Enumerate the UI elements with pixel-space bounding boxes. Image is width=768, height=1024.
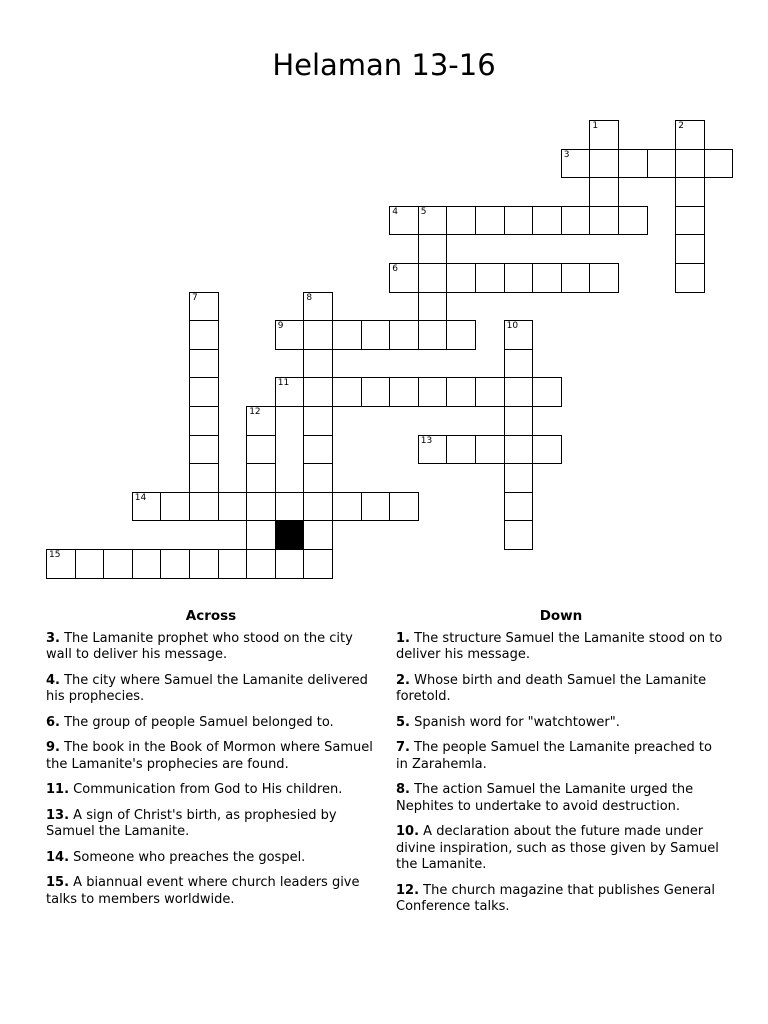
grid-cell[interactable] bbox=[418, 435, 448, 465]
grid-cell[interactable] bbox=[275, 320, 305, 350]
grid-cell[interactable] bbox=[303, 463, 333, 493]
grid-cell[interactable] bbox=[589, 206, 619, 236]
grid-cell[interactable] bbox=[418, 206, 448, 236]
clue-text: A declaration about the future made under divine inspiration, such as those given by Samuel the Lamanite. bbox=[396, 824, 719, 872]
grid-cell[interactable] bbox=[475, 263, 505, 293]
clue-number: 14. bbox=[46, 849, 70, 865]
grid-cell[interactable] bbox=[246, 463, 276, 493]
grid-cell[interactable] bbox=[446, 206, 476, 236]
clue-number: 4. bbox=[46, 672, 60, 688]
grid-cell[interactable] bbox=[218, 549, 248, 579]
grid-cell[interactable] bbox=[332, 377, 362, 407]
grid-cell[interactable] bbox=[160, 492, 190, 522]
clue-text: Someone who preaches the gospel. bbox=[69, 849, 306, 865]
grid-cell[interactable] bbox=[303, 549, 333, 579]
clue-number: 11. bbox=[46, 782, 70, 797]
clue-text: Spanish word for "watchtower". bbox=[409, 714, 620, 730]
grid-cell[interactable] bbox=[303, 349, 333, 379]
grid-cell[interactable] bbox=[275, 377, 305, 407]
clue-text: The book in the Book of Mormon where Samuel the Lamanite's prophecies are found. bbox=[46, 740, 373, 772]
grid-cell[interactable] bbox=[332, 492, 362, 522]
grid-cell[interactable] bbox=[561, 206, 591, 236]
grid-cell[interactable] bbox=[189, 549, 219, 579]
grid-cell[interactable] bbox=[589, 120, 619, 150]
down-clue bbox=[396, 824, 726, 874]
clue-number: 9. bbox=[46, 740, 60, 755]
clue-number: 1 bbox=[592, 121, 599, 131]
grid-cell[interactable] bbox=[647, 149, 677, 179]
clue-number: 5. bbox=[396, 714, 410, 730]
grid-cell[interactable] bbox=[418, 377, 448, 407]
across-clue bbox=[46, 808, 376, 841]
grid-cell[interactable] bbox=[675, 120, 705, 150]
grid-cell[interactable] bbox=[246, 435, 276, 465]
grid-cell[interactable] bbox=[446, 377, 476, 407]
grid-cell[interactable] bbox=[160, 549, 190, 579]
clue-number: 7. bbox=[396, 740, 410, 755]
clue-number: 8. bbox=[396, 782, 410, 797]
grid-cell[interactable] bbox=[103, 549, 133, 579]
clue-number: 2 bbox=[678, 121, 684, 131]
grid-cell[interactable] bbox=[389, 492, 419, 522]
clue-number: 7 bbox=[192, 292, 198, 303]
grid-cell[interactable] bbox=[303, 520, 333, 550]
clue-number: 6 bbox=[392, 264, 398, 274]
grid-cell[interactable] bbox=[446, 435, 476, 465]
clue-number: 10 bbox=[506, 321, 519, 332]
grid-cell[interactable] bbox=[75, 549, 105, 579]
grid-cell[interactable] bbox=[132, 492, 162, 522]
down-clue bbox=[396, 782, 726, 815]
grid-cell[interactable] bbox=[189, 320, 219, 350]
grid-cell[interactable] bbox=[361, 320, 391, 350]
grid-cell[interactable] bbox=[475, 435, 505, 465]
across-clues bbox=[46, 608, 376, 917]
clue-number: 10. bbox=[396, 824, 420, 839]
grid-cell[interactable] bbox=[504, 320, 534, 350]
across-clue bbox=[46, 850, 376, 867]
grid-cell[interactable] bbox=[218, 492, 248, 522]
grid-cell[interactable] bbox=[504, 206, 534, 236]
clue-text: Whose birth and death Samuel the Lamanite foretold. bbox=[396, 672, 707, 704]
down-clue bbox=[396, 740, 726, 773]
clue-number: 5 bbox=[420, 206, 427, 217]
clue-text: The Lamanite prophet who stood on the city wall to deliver his message. bbox=[46, 630, 353, 662]
across-clue bbox=[46, 715, 376, 732]
grid-cell[interactable] bbox=[561, 263, 591, 293]
grid-cell[interactable] bbox=[189, 492, 219, 522]
grid-cell[interactable] bbox=[389, 377, 419, 407]
grid-cell[interactable] bbox=[189, 463, 219, 493]
grid-cell[interactable] bbox=[475, 377, 505, 407]
clue-text: A sign of Christ's birth, as prophesied by Samuel the Lamanite. bbox=[46, 807, 337, 839]
clue-number: 2. bbox=[396, 672, 410, 688]
grid-cell[interactable] bbox=[532, 263, 562, 293]
page-title: Helaman 13-16 bbox=[272, 48, 496, 82]
clue-number: 13. bbox=[46, 807, 70, 823]
grid-cell[interactable] bbox=[189, 406, 219, 436]
grid-cell[interactable] bbox=[275, 492, 305, 522]
grid-cell[interactable] bbox=[189, 377, 219, 407]
across-clue bbox=[46, 875, 376, 908]
grid-cell[interactable] bbox=[418, 292, 448, 322]
grid-cell[interactable] bbox=[504, 435, 534, 465]
grid-cell[interactable] bbox=[389, 206, 419, 236]
grid-cell[interactable] bbox=[675, 177, 705, 207]
clue-text: Communication from God to His children. bbox=[69, 782, 343, 797]
clue-number: 14 bbox=[134, 492, 147, 503]
grid-cell[interactable] bbox=[361, 492, 391, 522]
grid-cell[interactable] bbox=[504, 377, 534, 407]
down-heading: Down bbox=[539, 608, 583, 624]
down-clues bbox=[396, 608, 726, 925]
grid-cell[interactable] bbox=[504, 406, 534, 436]
clue-number: 3. bbox=[46, 630, 60, 646]
across-heading: Across bbox=[185, 608, 237, 624]
clue-number: 9 bbox=[277, 321, 284, 332]
clue-number: 3 bbox=[563, 149, 570, 160]
grid-cell[interactable] bbox=[532, 377, 562, 407]
grid-cell[interactable] bbox=[246, 549, 276, 579]
grid-cell[interactable] bbox=[618, 206, 648, 236]
grid-cell[interactable] bbox=[246, 492, 276, 522]
clue-text: The church magazine that publishes General Conference talks. bbox=[396, 882, 715, 914]
grid-cell[interactable] bbox=[189, 292, 219, 322]
grid-cell[interactable] bbox=[303, 492, 333, 522]
grid-cell[interactable] bbox=[389, 320, 419, 350]
grid-cell[interactable] bbox=[303, 292, 333, 322]
grid-cell[interactable] bbox=[246, 406, 276, 436]
clue-number: 13 bbox=[420, 435, 433, 446]
down-clue bbox=[396, 883, 726, 916]
grid-cell[interactable] bbox=[675, 234, 705, 264]
grid-cell[interactable] bbox=[46, 549, 76, 579]
grid-cell[interactable] bbox=[132, 549, 162, 579]
grid-cell[interactable] bbox=[418, 263, 448, 293]
grid-cell[interactable] bbox=[446, 263, 476, 293]
grid-cell[interactable] bbox=[446, 320, 476, 350]
grid-cell[interactable] bbox=[561, 149, 591, 179]
clue-text: A biannual event where church leaders give talks to members worldwide. bbox=[46, 875, 360, 907]
grid-cell[interactable] bbox=[504, 520, 534, 550]
clue-number: 11 bbox=[277, 378, 290, 389]
clue-text: The action Samuel the Lamanite urged the Nephites to undertake to avoid destruction. bbox=[396, 782, 694, 814]
down-clue bbox=[396, 673, 726, 706]
clue-text: The group of people Samuel belonged to. bbox=[59, 714, 334, 730]
grid-cell[interactable] bbox=[504, 349, 534, 379]
grid-cell[interactable] bbox=[389, 263, 419, 293]
grid-cell[interactable] bbox=[418, 234, 448, 264]
grid-cell[interactable] bbox=[504, 492, 534, 522]
grid-cell[interactable] bbox=[504, 463, 534, 493]
clue-text: The structure Samuel the Lamanite stood on to deliver his message. bbox=[396, 630, 723, 662]
grid-cell[interactable] bbox=[675, 263, 705, 293]
clue-number: 12 bbox=[249, 407, 261, 417]
clue-number: 15 bbox=[49, 550, 61, 560]
clue-number: 15. bbox=[46, 875, 70, 890]
grid-cell[interactable] bbox=[361, 377, 391, 407]
grid-cell[interactable] bbox=[303, 377, 333, 407]
grid-cell[interactable] bbox=[332, 320, 362, 350]
grid-cell[interactable] bbox=[303, 406, 333, 436]
clue-number: 8 bbox=[306, 292, 313, 303]
down-clue bbox=[396, 715, 726, 732]
grid-cell[interactable] bbox=[675, 149, 705, 179]
grid-cell[interactable] bbox=[303, 320, 333, 350]
grid-cell[interactable] bbox=[418, 320, 448, 350]
grid-cell[interactable] bbox=[275, 549, 305, 579]
clue-number: 12. bbox=[396, 882, 420, 898]
clue-number: 4 bbox=[392, 206, 398, 217]
grid-cell[interactable] bbox=[589, 149, 619, 179]
black-cell bbox=[275, 520, 305, 550]
grid-cell[interactable] bbox=[475, 206, 505, 236]
across-clue bbox=[46, 631, 376, 664]
clue-text: The city where Samuel the Lamanite delivered his prophecies. bbox=[46, 672, 368, 704]
grid-cell[interactable] bbox=[618, 149, 648, 179]
grid-cell[interactable] bbox=[532, 206, 562, 236]
grid-cell[interactable] bbox=[704, 149, 734, 179]
grid-cell[interactable] bbox=[532, 435, 562, 465]
across-clue bbox=[46, 673, 376, 706]
down-clue bbox=[396, 631, 726, 664]
grid-cell[interactable] bbox=[246, 520, 276, 550]
clue-number: 6. bbox=[46, 714, 60, 730]
grid-cell[interactable] bbox=[675, 206, 705, 236]
grid-cell[interactable] bbox=[589, 263, 619, 293]
across-clue bbox=[46, 782, 376, 799]
grid-cell[interactable] bbox=[189, 349, 219, 379]
grid-cell[interactable] bbox=[303, 435, 333, 465]
grid-cell[interactable] bbox=[504, 263, 534, 293]
across-clue bbox=[46, 740, 376, 773]
clue-number: 1. bbox=[396, 630, 410, 646]
clue-text: The people Samuel the Lamanite preached to in Zarahemla. bbox=[396, 740, 712, 772]
grid-cell[interactable] bbox=[589, 177, 619, 207]
grid-cell[interactable] bbox=[189, 435, 219, 465]
